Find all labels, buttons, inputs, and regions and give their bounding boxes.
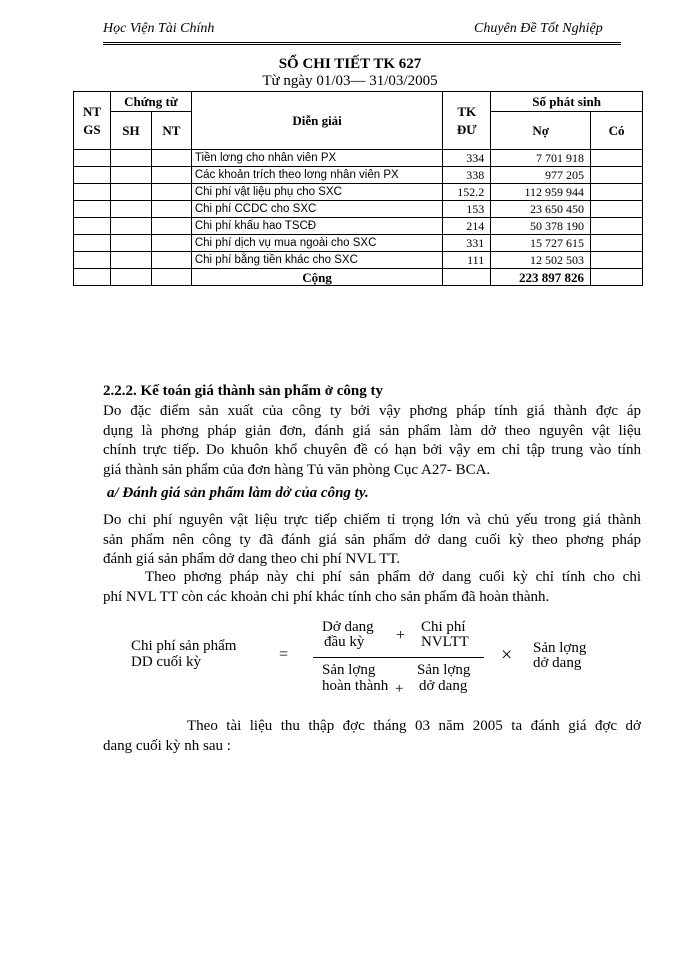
row-debit: 50 378 190 bbox=[491, 218, 591, 235]
row-credit bbox=[591, 184, 643, 201]
ledger-title: SỔ CHI TIẾT TK 627 bbox=[278, 56, 422, 72]
nt-cell bbox=[151, 201, 191, 218]
total-no: 223 897 826 bbox=[491, 269, 591, 286]
table-row bbox=[74, 167, 643, 184]
row-account: 338 bbox=[443, 167, 491, 184]
formula-rhs-line1: Sản lợng bbox=[533, 640, 587, 656]
row-debit: 112 959 944 bbox=[491, 184, 591, 201]
formula-num-a1: Dở dang bbox=[322, 619, 374, 635]
formula-den-b2: dở dang bbox=[419, 678, 468, 694]
ledger-table bbox=[73, 91, 643, 286]
row-description: Các khoản trích theo lơng nhân viên PX bbox=[191, 167, 442, 184]
col-ntgs: NT GS bbox=[74, 92, 111, 150]
table-row bbox=[74, 150, 643, 167]
col-tkdu: TK ĐƯ bbox=[443, 92, 491, 150]
formula-den-a1: Sản lợng bbox=[322, 662, 376, 678]
sh-cell bbox=[110, 252, 151, 269]
sh-cell bbox=[110, 167, 151, 184]
ledger-subtitle: Từ ngày 01/03— 31/03/2005 bbox=[262, 73, 438, 89]
row-description: Chi phí CCDC cho SXC bbox=[191, 201, 442, 218]
header-doc-type: Chuyên Đề Tốt Nghiệp bbox=[474, 21, 603, 36]
row-description: Chi phí khấu hao TSCĐ bbox=[191, 218, 442, 235]
col-dien-giai: Diễn giải bbox=[191, 92, 442, 150]
row-debit: 12 502 503 bbox=[491, 252, 591, 269]
paragraph-2 bbox=[103, 511, 641, 570]
formula-rhs-line2: dở dang bbox=[533, 655, 582, 671]
row-account: 153 bbox=[443, 201, 491, 218]
nt-cell bbox=[151, 235, 191, 252]
p4-line: dang cuối kỳ nh sau : bbox=[103, 737, 231, 754]
nt-cell bbox=[151, 167, 191, 184]
p2-line: đánh giá sản phẩm dở dang theo chi phí NVL TT. bbox=[103, 551, 401, 567]
paragraph-3 bbox=[103, 568, 641, 607]
p1-line: dụng là phơng pháp giản đơn, đánh giá sản phẩm làm dở theo nguyên vật liệu bbox=[103, 422, 641, 439]
ntgs-cell bbox=[74, 150, 111, 167]
row-debit: 977 205 bbox=[491, 167, 591, 184]
nt-cell bbox=[151, 150, 191, 167]
sh-cell bbox=[110, 150, 151, 167]
row-credit bbox=[591, 252, 643, 269]
header-rule bbox=[103, 42, 621, 45]
section-heading: 2.2.2. Kế toán giá thành sản phẩm ở công ty bbox=[103, 383, 384, 399]
col-nt: NT bbox=[151, 112, 191, 150]
table-row bbox=[74, 218, 643, 235]
p3-line: Theo phơng pháp này chi phí sản phẩm dở dang cuối kỳ chỉ tính cho chi bbox=[145, 569, 641, 585]
ntgs-cell bbox=[74, 184, 111, 201]
formula-lhs-line1: Chi phí sản phẩm bbox=[131, 638, 237, 654]
row-account: 152.2 bbox=[443, 184, 491, 201]
col-chung-tu: Chứng từ bbox=[110, 92, 191, 112]
p2-line: sản phẩm nên công ty đã đánh giá sản phẩm dở dang cuối kỳ theo phơng pháp bbox=[103, 531, 641, 548]
p1-line: giá thành sản phẩm của đơn hàng Tủ văn phòng Cục A27- BCA. bbox=[103, 461, 491, 478]
row-account: 334 bbox=[443, 150, 491, 167]
row-debit: 7 701 918 bbox=[491, 150, 591, 167]
col-so-phat-sinh: Số phát sinh bbox=[491, 92, 643, 112]
formula-num-b2: NVLTT bbox=[421, 634, 469, 650]
formula-equals: = bbox=[279, 646, 289, 663]
ntgs-cell bbox=[74, 235, 111, 252]
p1-line: chính trực tiếp. Do khuôn khổ chuyên đề có hạn bởi vậy em chỉ tập trung vào tính bbox=[103, 442, 641, 458]
formula-plus-top: + bbox=[396, 627, 406, 644]
formula-num-b1: Chi phí bbox=[421, 619, 466, 635]
p3-line: phí NVL TT còn các khoản chi phí khác tính cho sản phẩm đã hoàn thành. bbox=[103, 588, 550, 605]
ntgs-cell bbox=[74, 252, 111, 269]
formula-den-b1: Sản lợng bbox=[417, 662, 471, 678]
formula-times: × bbox=[501, 644, 513, 666]
p2-line: Do chi phí nguyên vật liệu trực tiếp chiếm tỉ trọng lớn và chủ yếu trong giá thành bbox=[103, 512, 641, 528]
row-account: 331 bbox=[443, 235, 491, 252]
row-credit bbox=[591, 201, 643, 218]
row-credit bbox=[591, 235, 643, 252]
row-description: Tiền lơng cho nhân viên PX bbox=[191, 150, 442, 167]
formula-den-a2: hoàn thành bbox=[322, 678, 389, 694]
p4-line: Theo tài liệu thu thập đợc tháng 03 năm 2005 ta đánh giá đợc dở bbox=[187, 718, 641, 734]
fraction-bar bbox=[313, 657, 484, 658]
col-no: Nợ bbox=[491, 112, 591, 150]
sh-cell bbox=[110, 184, 151, 201]
formula-num-a2: đầu kỳ bbox=[324, 634, 365, 650]
row-credit bbox=[591, 167, 643, 184]
nt-cell bbox=[151, 184, 191, 201]
p1-line: Do đặc điểm sản xuất của công ty bởi vậy phơng pháp tính giá thành đợc áp bbox=[103, 403, 641, 419]
ntgs-cell bbox=[74, 218, 111, 235]
ntgs-cell bbox=[74, 167, 111, 184]
ntgs-cell bbox=[74, 201, 111, 218]
paragraph-4 bbox=[103, 717, 641, 756]
paragraph-1 bbox=[103, 402, 641, 480]
sh-cell bbox=[110, 218, 151, 235]
table-row bbox=[74, 201, 643, 218]
subheading: a/ Đánh giá sản phẩm làm dở của công ty. bbox=[107, 485, 369, 501]
row-credit bbox=[591, 218, 643, 235]
col-co: Có bbox=[591, 112, 643, 150]
formula-plus-bottom: + bbox=[395, 681, 404, 697]
table-row bbox=[74, 235, 643, 252]
total-label: Cộng bbox=[191, 269, 442, 286]
sh-cell bbox=[110, 201, 151, 218]
nt-cell bbox=[151, 218, 191, 235]
col-sh: SH bbox=[110, 112, 151, 150]
sh-cell bbox=[110, 235, 151, 252]
header-school: Học Viện Tài Chính bbox=[103, 21, 215, 36]
row-description: Chi phí vật liệu phụ cho SXC bbox=[191, 184, 442, 201]
row-debit: 15 727 615 bbox=[491, 235, 591, 252]
row-description: Chi phí bằng tiền khác cho SXC bbox=[191, 252, 442, 269]
table-row bbox=[74, 184, 643, 201]
row-description: Chi phí dịch vụ mua ngoài cho SXC bbox=[191, 235, 442, 252]
row-credit bbox=[591, 150, 643, 167]
nt-cell bbox=[151, 252, 191, 269]
formula-lhs-line2: DD cuối kỳ bbox=[131, 654, 201, 670]
table-row bbox=[74, 252, 643, 269]
row-account: 214 bbox=[443, 218, 491, 235]
row-account: 111 bbox=[443, 252, 491, 269]
row-debit: 23 650 450 bbox=[491, 201, 591, 218]
